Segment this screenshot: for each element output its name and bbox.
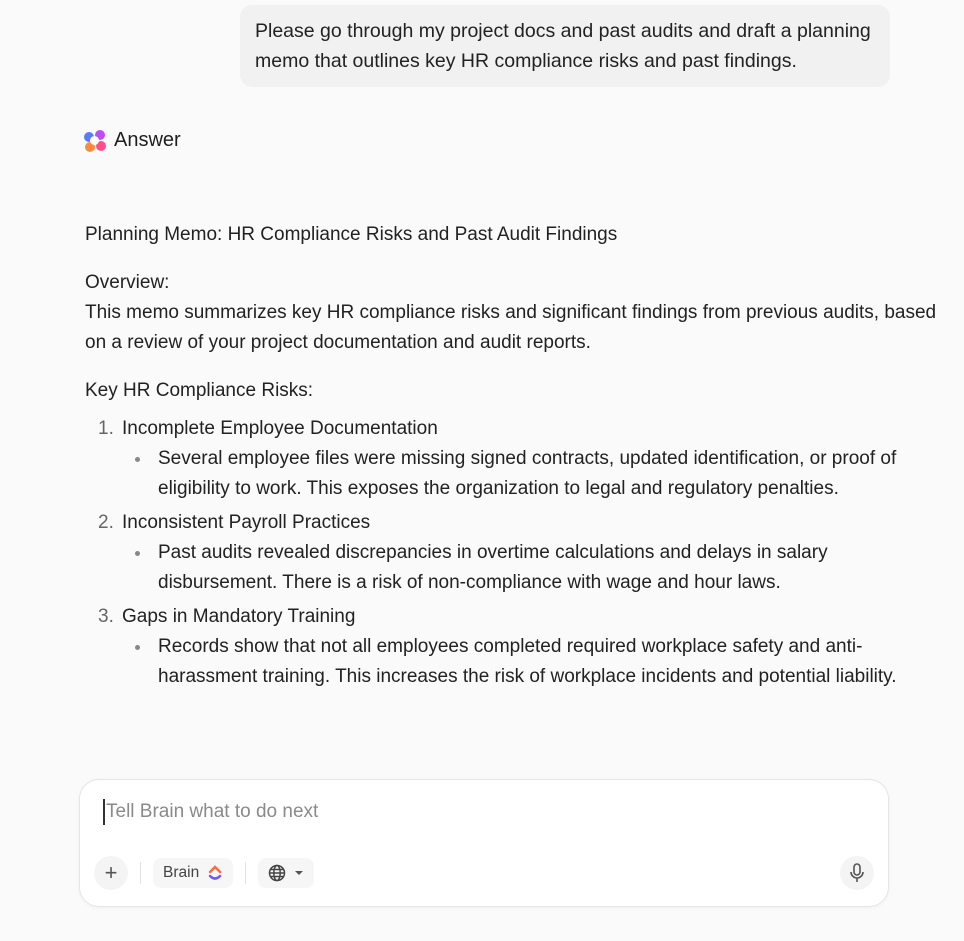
add-button[interactable] (94, 856, 128, 890)
risk-detail: Records show that not all employees completed required workplace safety and anti-harassment training. This increases the risk of workplace incidents and potential liability. (145, 632, 945, 692)
risk-title: Gaps in Mandatory Training (122, 606, 356, 627)
user-message: Please go through my project docs and past audits and draft a planning memo that outlines key HR compliance risks and past findings. (240, 5, 890, 87)
plus-icon: + (104, 860, 118, 885)
risk-item (98, 414, 945, 504)
microphone-button[interactable] (840, 856, 874, 890)
risk-title: Incomplete Employee Documentation (122, 418, 438, 439)
model-label: Brain (163, 864, 200, 881)
brain-chevrons-icon (207, 864, 223, 882)
divider (245, 862, 246, 884)
answer-label: Answer (114, 129, 181, 151)
composer (79, 779, 889, 907)
answer-content (85, 220, 945, 696)
caret-down-icon (294, 870, 304, 876)
risk-title: Inconsistent Payroll Practices (122, 512, 371, 533)
risk-item (98, 602, 945, 692)
risk-detail: Past audits revealed discrepancies in overtime calculations and delays in salary disbursement. There is a risk of non-compliance with wage and hour laws. (145, 538, 945, 598)
memo-title: Planning Memo: HR Compliance Risks and Past Audit Findings (85, 224, 618, 245)
brain-logo-icon (84, 130, 106, 152)
risk-number: 3. (98, 606, 114, 627)
risk-number: 2. (98, 512, 114, 533)
risks-list (98, 414, 945, 692)
overview-text: This memo summarizes key HR compliance risks and significant findings from previous audits, based on a review of your project documentation and audit reports. (85, 302, 937, 353)
risks-heading: Key HR Compliance Risks: (85, 380, 314, 401)
risk-number: 1. (98, 418, 114, 439)
globe-icon (268, 864, 286, 882)
prompt-input[interactable]: Tell Brain what to do next (103, 799, 318, 825)
microphone-icon (849, 863, 865, 883)
model-selector-button[interactable] (153, 858, 233, 888)
divider (140, 862, 141, 884)
overview-heading: Overview: (85, 272, 170, 293)
answer-header (84, 129, 181, 152)
risk-detail: Several employee files were missing signed contracts, updated identification, or proof of eligibility to work. This exposes the organization to legal and regulatory penalties. (145, 444, 945, 504)
web-search-dropdown[interactable] (258, 858, 314, 888)
risk-item (98, 508, 945, 598)
